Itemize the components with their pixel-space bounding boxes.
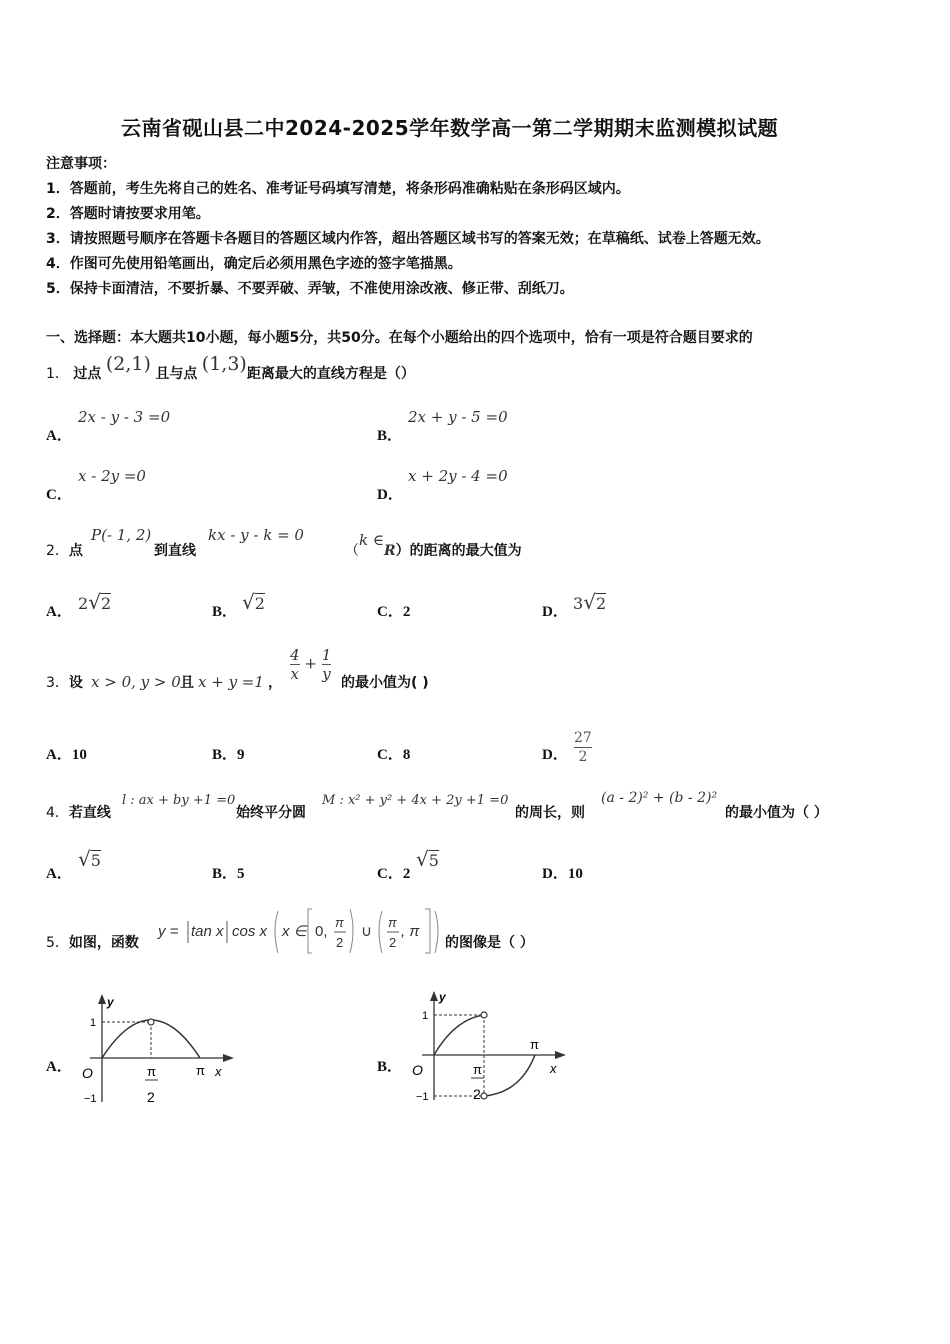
option-label: A． bbox=[46, 604, 72, 620]
option-a-math: 2x - y - 3 =0 bbox=[78, 408, 171, 426]
y-label: y bbox=[439, 990, 446, 1004]
formula-cos: cos x bbox=[232, 923, 268, 940]
option-value: 2 bbox=[402, 604, 411, 620]
question-number: 3． bbox=[46, 675, 69, 691]
formula-pi-end: , π bbox=[401, 923, 420, 940]
option-c bbox=[377, 600, 410, 621]
option-label: D． bbox=[377, 487, 403, 503]
coef: 2 bbox=[78, 594, 89, 613]
question-3 bbox=[46, 672, 83, 692]
option-d-math: x + 2y - 4 =0 bbox=[408, 467, 508, 485]
expression: (a - 2)² + (b - 2)² bbox=[601, 790, 718, 806]
section-heading: 一、选择题：本大题共10小题，每小题5分，共50分。在每个小题给出的四个选项中，恰有一项是符合题目要求的 bbox=[46, 330, 753, 346]
point-a: (2,1) bbox=[105, 353, 151, 375]
notice-item: 1．答题前，考生先将自己的姓名、准考证号码填写清楚，将条形码准确粘贴在条形码区域内。 bbox=[46, 181, 630, 197]
q5-text: 的图像是（ ） bbox=[445, 935, 534, 951]
denominator: x bbox=[290, 665, 299, 683]
q4-text: 的最小值为（ ） bbox=[725, 805, 828, 821]
q1-text: 且与点 bbox=[155, 366, 198, 382]
formula-pi: π bbox=[388, 915, 397, 930]
condition: x > 0, y > 0 bbox=[91, 673, 181, 691]
radicand: 2 bbox=[254, 594, 265, 613]
numerator: 1 bbox=[321, 646, 332, 664]
function-formula bbox=[154, 903, 444, 957]
q2-text: ）的距离的最大值为 bbox=[395, 543, 522, 559]
question-5 bbox=[46, 932, 139, 952]
y-label: y bbox=[107, 995, 114, 1009]
q4-text: 始终平分圆 bbox=[236, 805, 306, 821]
tick-label: −1 bbox=[416, 1091, 429, 1103]
x-label: x bbox=[215, 1064, 222, 1079]
curve-right bbox=[484, 1055, 535, 1096]
radicand: 5 bbox=[90, 851, 101, 870]
real-set: R bbox=[383, 543, 396, 559]
question-number: 1． bbox=[46, 366, 69, 382]
plus: + bbox=[304, 654, 317, 673]
y-arrow bbox=[430, 991, 438, 1001]
question-number: 5． bbox=[46, 935, 69, 951]
tick-label: π bbox=[147, 1064, 156, 1079]
q3-text: 设 bbox=[68, 675, 83, 691]
option-value: 10 bbox=[71, 747, 87, 763]
option-c bbox=[377, 743, 410, 764]
line-equation: kx - y - k = 0 bbox=[208, 526, 304, 544]
tick-label: π bbox=[473, 1062, 482, 1077]
option-a-value: √5 bbox=[78, 847, 101, 871]
option-label: C． bbox=[377, 866, 403, 882]
option-b bbox=[212, 743, 245, 764]
graph-b bbox=[400, 985, 580, 1110]
coef: 3 bbox=[573, 594, 584, 613]
option-label: C． bbox=[377, 747, 403, 763]
tick-label: 2 bbox=[147, 1089, 155, 1105]
formula-y: y = bbox=[158, 923, 179, 940]
tick-label: π bbox=[196, 1063, 205, 1078]
question-1 bbox=[46, 352, 415, 392]
q3-text: ， bbox=[268, 675, 282, 691]
point-p: P(- 1, 2) bbox=[91, 526, 152, 544]
fraction-expression bbox=[290, 646, 331, 683]
option-label: A． bbox=[46, 428, 72, 444]
denominator: y bbox=[322, 665, 331, 683]
notice-item: 5．保持卡面清洁，不要折暴、不要弄破、弄皱，不准使用涂改液、修正带、刮纸刀。 bbox=[46, 281, 574, 297]
q3-text: 且 bbox=[180, 675, 194, 691]
denominator: 2 bbox=[578, 749, 588, 765]
option-label: B． bbox=[212, 866, 238, 882]
option-d-value: 3√2 bbox=[573, 590, 607, 614]
q5-text: 如图，函数 bbox=[68, 935, 139, 951]
numerator: 4 bbox=[290, 646, 300, 664]
q1-text: 距离最大的直线方程是（） bbox=[246, 366, 415, 382]
equation: x + y =1 bbox=[198, 673, 264, 691]
option-b-math: 2x + y - 5 =0 bbox=[408, 408, 508, 426]
option-c-math: x - 2y =0 bbox=[78, 467, 146, 485]
q1-text: 过点 bbox=[73, 366, 102, 382]
option-label: A． bbox=[46, 866, 72, 882]
option-label: A． bbox=[46, 747, 72, 763]
point-b: (1,3) bbox=[201, 353, 247, 375]
x-label: x bbox=[550, 1061, 557, 1076]
tick-label: 1 bbox=[422, 1010, 429, 1022]
tick-label: 2 bbox=[473, 1086, 481, 1102]
origin-label: O bbox=[412, 1062, 423, 1078]
x-arrow bbox=[555, 1051, 566, 1059]
formula-pi: π bbox=[335, 915, 344, 930]
q2-text: 到直线 bbox=[154, 543, 196, 559]
notice-heading: 注意事项： bbox=[46, 156, 116, 172]
option-value: 8 bbox=[402, 747, 411, 763]
k-var: k ∈ bbox=[359, 531, 384, 549]
tick-label: −1 bbox=[84, 1093, 97, 1105]
option-value: 10 bbox=[567, 866, 583, 882]
option-label: C． bbox=[377, 604, 403, 620]
open-point bbox=[148, 1019, 154, 1025]
option-label: B． bbox=[212, 747, 238, 763]
question-2 bbox=[46, 540, 83, 560]
option-label: B． bbox=[377, 428, 403, 444]
formula-two: 2 bbox=[336, 935, 344, 950]
option-c-radical: √5 bbox=[416, 847, 439, 871]
question-number: 4． bbox=[46, 805, 69, 821]
tick-label: π bbox=[530, 1037, 539, 1052]
q3-text: 的最小值为( ) bbox=[341, 675, 429, 691]
radicand: 5 bbox=[428, 851, 439, 870]
option-a bbox=[46, 743, 87, 764]
open-point bbox=[481, 1093, 487, 1099]
formula-x: x ∈ bbox=[282, 923, 307, 940]
open-point bbox=[481, 1012, 487, 1018]
option-a-value: 2√2 bbox=[78, 590, 112, 614]
option-label: D． bbox=[542, 604, 568, 620]
notice-item: 3．请按照题号顺序在答题卡各题目的答题区域内作答，超出答题区域书写的答案无效；在草稿纸、试卷上答题无效。 bbox=[46, 231, 770, 247]
option-label: D． bbox=[542, 866, 568, 882]
line-l: l : ax + by +1 =0 bbox=[122, 793, 236, 808]
y-arrow bbox=[98, 994, 106, 1004]
q2-text: （ bbox=[345, 543, 359, 559]
q4-text: 的周长，则 bbox=[515, 805, 585, 821]
formula-union: ∪ bbox=[361, 923, 372, 940]
option-label: B． bbox=[212, 604, 238, 620]
curve-left bbox=[434, 1015, 484, 1055]
formula-two: 2 bbox=[389, 935, 397, 950]
option-c bbox=[377, 862, 410, 883]
option-value: 9 bbox=[237, 747, 245, 763]
formula-zero: 0, bbox=[315, 923, 328, 940]
x-arrow bbox=[223, 1054, 234, 1062]
q4-text: 若直线 bbox=[68, 805, 111, 821]
option-d bbox=[542, 862, 583, 883]
tick-label: 1 bbox=[90, 1017, 97, 1029]
option-label: B． bbox=[377, 1059, 403, 1075]
formula-tan: tan x bbox=[191, 923, 224, 940]
option-b-value: √2 bbox=[242, 590, 265, 614]
graph-a bbox=[78, 990, 248, 1110]
option-value: 2 bbox=[402, 866, 411, 882]
radicand: 2 bbox=[100, 594, 112, 613]
numerator: 27 bbox=[574, 730, 592, 746]
radicand: 2 bbox=[595, 594, 607, 613]
page-title: 云南省砚山县二中2024-2025学年数学高一第二学期期末监测模拟试题 bbox=[121, 116, 779, 140]
origin-label: O bbox=[82, 1065, 93, 1081]
q2-text: 点 bbox=[68, 543, 83, 559]
option-label: C． bbox=[46, 487, 72, 503]
circle-m: M : x² + y² + 4x + 2y +1 =0 bbox=[322, 793, 509, 808]
notice-item: 4．作图可先使用铅笔画出，确定后必须用黑色字迹的签字笔描黑。 bbox=[46, 256, 462, 272]
option-d-fraction bbox=[574, 729, 592, 766]
notice-item: 2．答题时请按要求用笔。 bbox=[46, 206, 210, 222]
option-label: D． bbox=[542, 747, 568, 763]
q2-condition bbox=[345, 531, 522, 560]
option-b bbox=[212, 862, 245, 883]
question-number: 2． bbox=[46, 543, 69, 559]
question-4 bbox=[46, 802, 111, 822]
option-value: 5 bbox=[237, 866, 245, 882]
option-label: A． bbox=[46, 1059, 72, 1075]
